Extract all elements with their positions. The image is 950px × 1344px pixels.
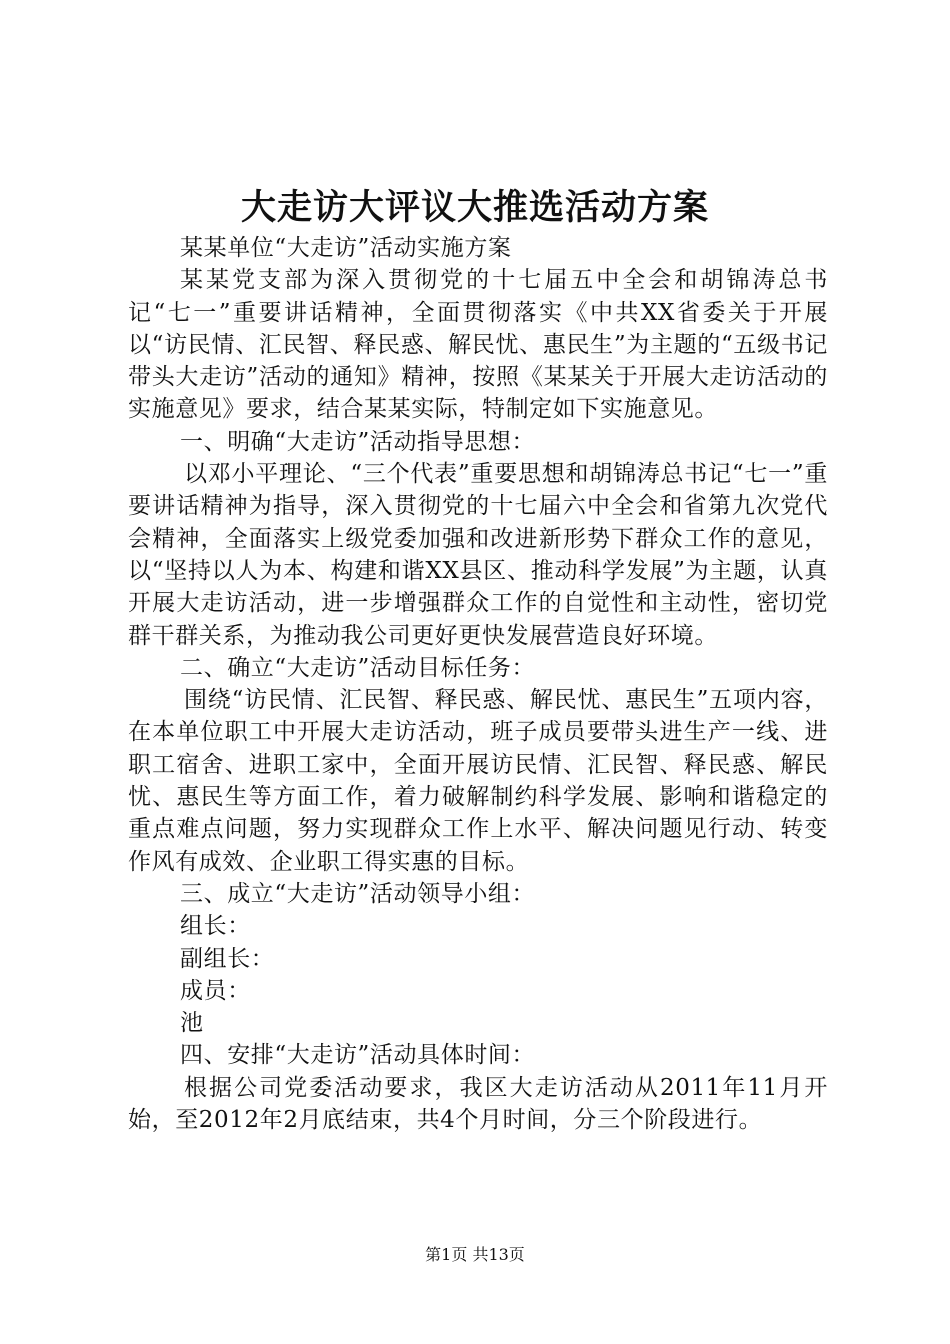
deputy-leader-line: 副组长： <box>180 945 275 972</box>
paragraph-schedule: 根据公司党委活动要求，我区大走访活动从2011年11月开始，至2012年2月底结束，共4个月时间，分三个阶段进行。 <box>128 1074 828 1134</box>
page-number-footer: 第1页 共13页 <box>425 1245 525 1264</box>
member-entry: 池 <box>180 1010 204 1037</box>
section-heading-1: 一、明确“大走访”活动指导思想： <box>180 428 536 455</box>
paragraph-guiding-ideology: 以邓小平理论、“三个代表”重要思想和胡锦涛总书记“七一”重要讲话精神为指导，深入贯彻党的十七届六中全会和省第九次党代会精神，全面落实上级党委加强和改进新形势下群众工作的意见，以“坚持以人为本、构建和谐XX县区、推动科学发展”为主题，认真开展大走访活动，进一步增强群众工作的自觉性和主动性，密切党群干群关系，为推动我公司更好更快发展营造良好环境。 <box>128 461 828 649</box>
section-heading-2: 二、确立“大走访”活动目标任务： <box>180 654 536 681</box>
section-heading-4: 四、安排“大走访”活动具体时间： <box>180 1042 536 1069</box>
document-title: 大走访大评议大推选活动方案 <box>240 187 709 228</box>
paragraph-intro: 某某党支部为深入贯彻党的十七届五中全会和胡锦涛总书记“七一”重要讲话精神，全面贯彻落实《中共XX省委关于开展以“访民情、汇民智、释民惑、解民忧、惠民生”为主题的“五级书记带头大走访”活动的通知》精神，按照《某某关于开展大走访活动的实施意见》要求，结合某某实际，特制定如下实施意见。 <box>128 267 828 423</box>
section-heading-3: 三、成立“大走访”活动领导小组： <box>180 880 536 907</box>
paragraph-subtitle: 某某单位“大走访”活动实施方案 <box>180 235 512 261</box>
document-body <box>128 232 828 1136</box>
members-line: 成员： <box>180 977 251 1004</box>
paragraph-objectives: 围绕“访民情、汇民智、释民惑、解民忧、惠民生”五项内容，在本单位职工中开展大走访活动，班子成员要带头进生产一线、进职工宿舍、进职工家中，全面开展访民情、汇民智、释民惑、解民忧、惠民生等方面工作，着力破解制约科学发展、影响和谐稳定的重点难点问题，努力实现群众工作上水平、解决问题见行动、转变作风有成效、企业职工得实惠的目标。 <box>128 687 828 875</box>
leader-line: 组长： <box>180 913 251 940</box>
